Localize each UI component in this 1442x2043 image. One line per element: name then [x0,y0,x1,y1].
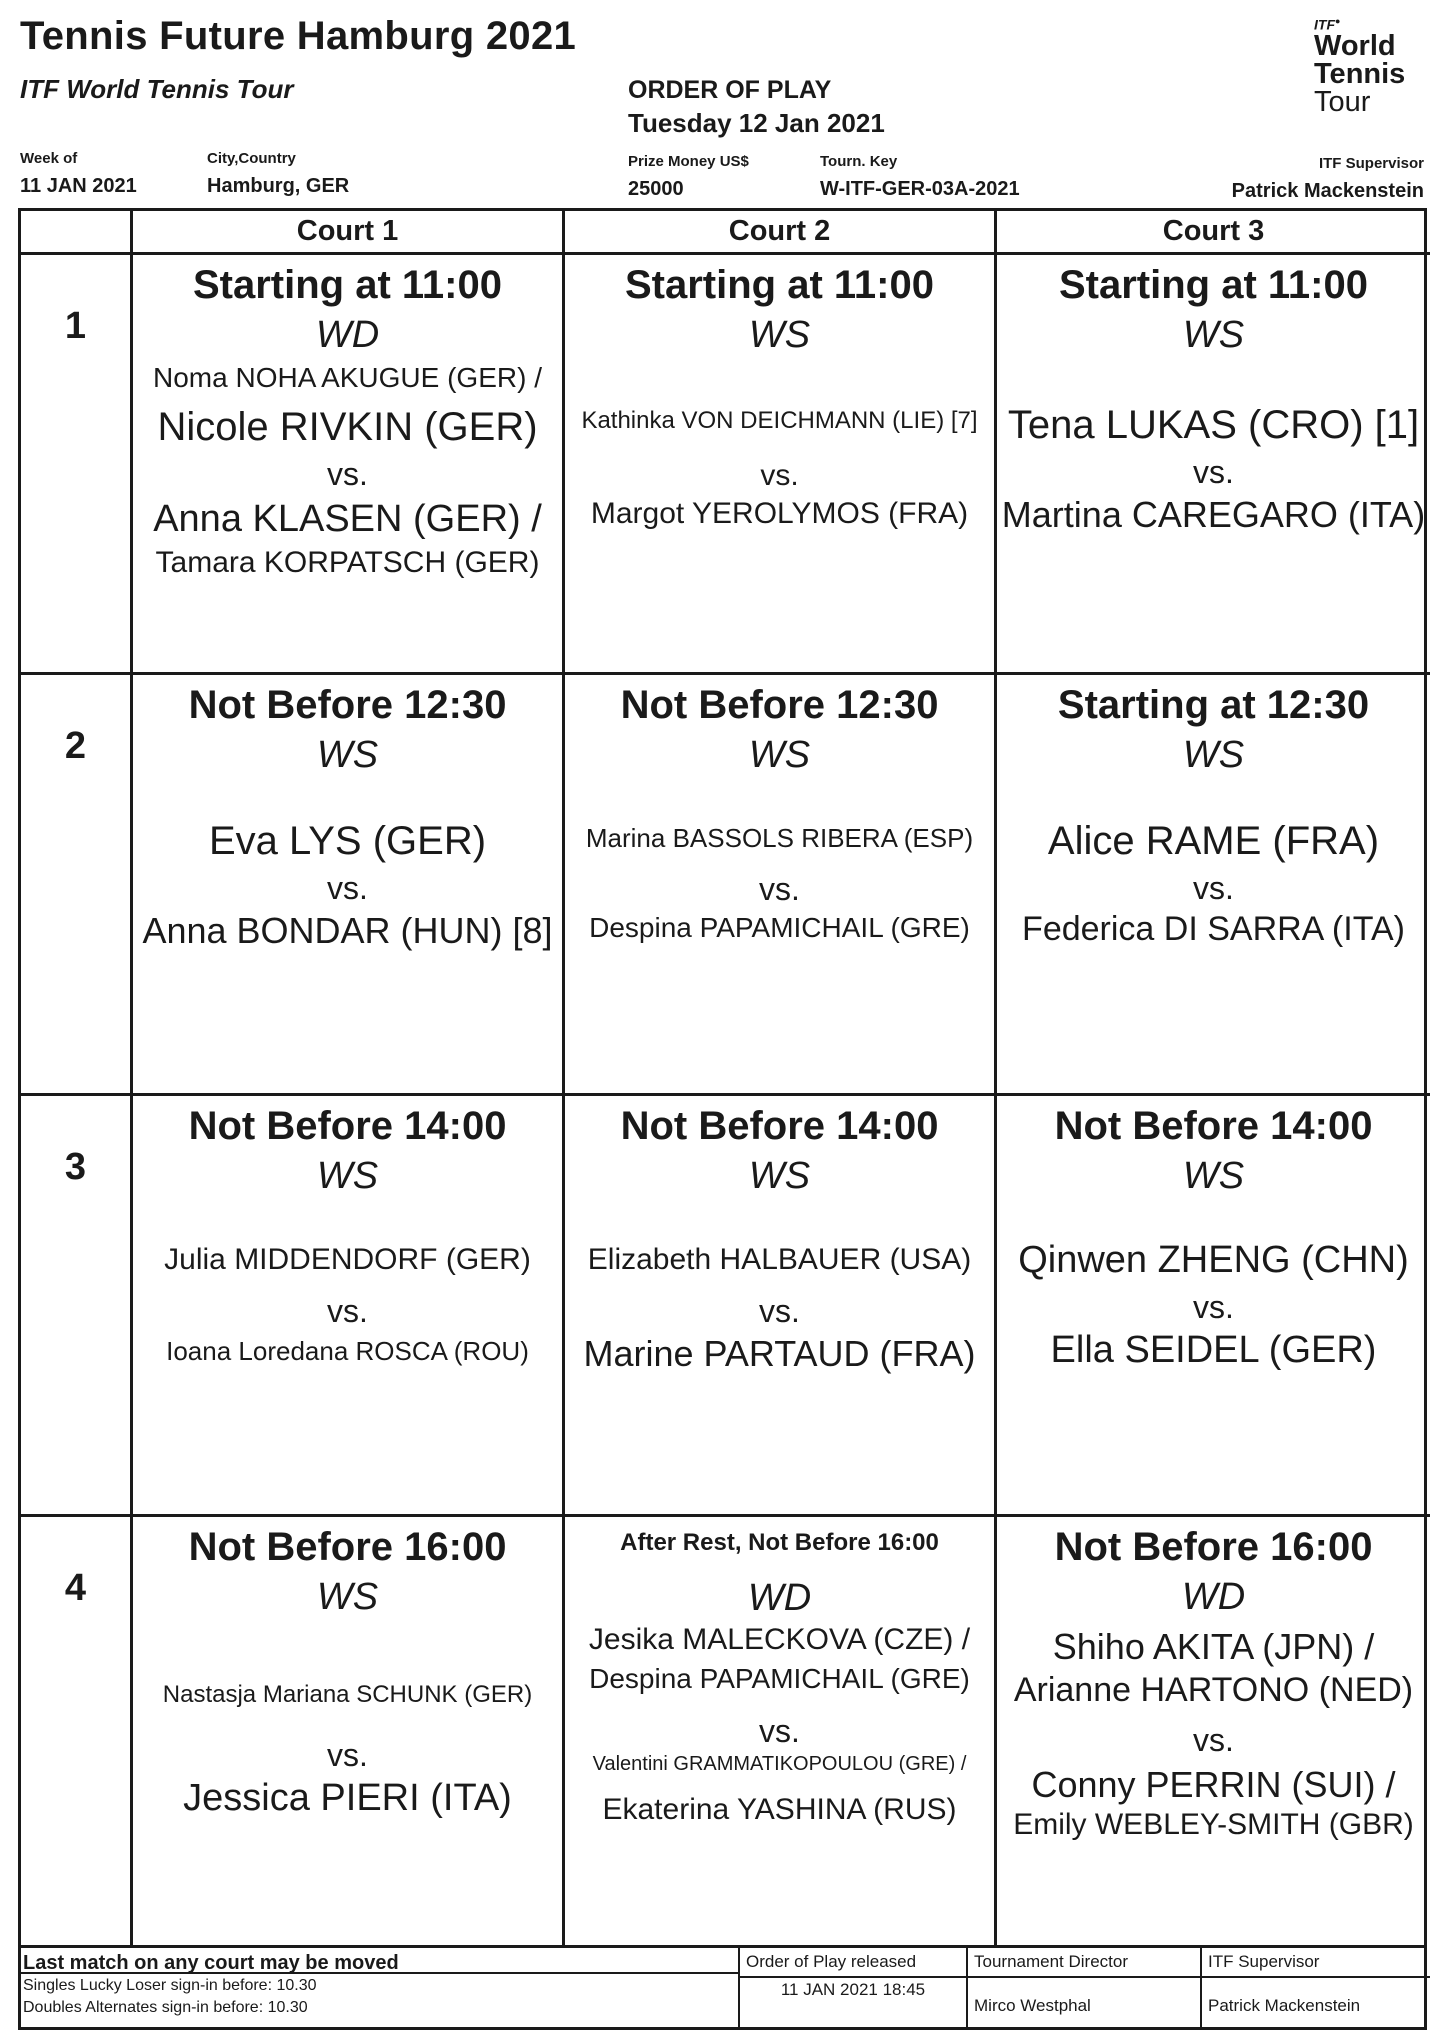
match-cell [997,1096,1430,1517]
match-event: WS [1182,314,1245,356]
player-line: Marina BASSOLS RIBERA (ESP) [585,823,974,853]
footer-note-singles: Singles Lucky Loser sign-in before: 10.30 [23,1977,317,1994]
match-event: WS [748,314,811,356]
order-of-play-label: ORDER OF PLAY [628,76,832,104]
player-line: Ekaterina YASHINA (RUS) [602,1792,957,1826]
player-line: Ioana Loredana ROSCA (ROU) [166,1336,529,1367]
match-cell [565,1096,997,1517]
match-cell [997,1517,1430,1945]
player-line: Despina PAPAMICHAIL (GRE) [589,1663,970,1694]
match-time: Starting at 11:00 [1058,263,1368,307]
player-line: Marine PARTAUD (FRA) [583,1333,976,1375]
round-number: 2 [21,675,133,1096]
week-label: Week of [20,150,78,167]
match-event: WD [1181,1576,1246,1618]
director-label: Tournament Director [968,1948,1200,1978]
court-1-header: Court 1 [133,211,565,255]
match-time: Not Before 12:30 [188,683,507,727]
player-line: Jessica PIERI (ITA) [183,1777,512,1820]
versus: vs. [1193,1288,1234,1325]
player-line: Jesika MALECKOVA (CZE) / [588,1623,971,1656]
court-3-header: Court 3 [997,211,1430,255]
match-event: WS [1182,734,1245,776]
match-cell [997,675,1430,1096]
footer-note-heading: Last match on any court may be moved [21,1948,738,1974]
match-time: Not Before 14:00 [188,1104,507,1148]
versus: vs. [759,1293,800,1329]
released-label: Order of Play released [740,1948,966,1978]
prize-value: 25000 [628,178,684,200]
supervisor-value: Patrick Mackenstein [1231,180,1424,202]
player-line: Emily WEBLEY-SMITH (GBR) [1013,1807,1414,1841]
city-value: Hamburg, GER [207,175,350,197]
versus: vs. [327,455,368,492]
tournament-key-value: W-ITF-GER-03A-2021 [820,178,1020,200]
versus: vs. [760,458,799,492]
match-cell [997,255,1430,675]
round-number: 1 [21,255,133,675]
footer-note-doubles: Doubles Alternates sign-in before: 10.30 [23,1999,308,2016]
player-line: Margot YEROLYMOS (FRA) [590,496,969,530]
match-event: WS [1182,1155,1245,1197]
player-line: Qinwen ZHENG (CHN) [1018,1239,1409,1281]
director-value: Mirco Westphal [974,1996,1091,2015]
supervisor-block [1232,155,1424,203]
player-line: Tamara KORPATSCH (GER) [155,545,540,579]
match-time: Not Before 16:00 [188,1525,507,1569]
corner-cell [21,211,133,255]
versus: vs. [327,1293,368,1329]
player-line: Nastasja Mariana SCHUNK (GER) [162,1681,533,1708]
logo-itf: ITF [1314,16,1335,33]
footer-supervisor [1202,1948,1430,2027]
match-time: Starting at 11:00 [192,263,502,307]
match-cell [565,255,997,675]
round-number: 3 [21,1096,133,1517]
player-line: Conny PERRIN (SUI) / [1031,1764,1396,1806]
match-cell [565,675,997,1096]
match-event: WS [748,734,811,776]
match-cell [133,675,565,1096]
player-line: Elizabeth HALBAUER (USA) [587,1243,972,1276]
player-line: Nicole RIVKIN (GER) [157,404,538,449]
player-line: Martina CAREGARO (ITA) [1001,494,1426,536]
player-line: Alice RAME (FRA) [1047,819,1380,863]
tournament-key-label: Tourn. Key [820,153,898,170]
tour-subtitle: ITF World Tennis Tour [20,74,294,104]
player-line: Federica DI SARRA (ITA) [1022,910,1405,949]
versus: vs. [327,1736,368,1773]
player-line: Noma NOHA AKUGUE (GER) / [153,362,542,393]
court-2-header: Court 2 [565,211,997,255]
city-block [207,150,349,198]
match-time: Not Before 14:00 [1054,1104,1373,1148]
player-line: Eva LYS (GER) [208,819,487,863]
prize-label: Prize Money US$ [628,153,749,170]
tournament-key-block [820,153,1020,201]
logo-line-tour: Tour [1314,85,1371,118]
logo-line-world: World [1314,29,1396,62]
match-cell [133,1517,565,1945]
match-time: After Rest, Not Before 16:00 [620,1529,939,1556]
player-line: Shiho AKITA (JPN) / [1052,1626,1375,1667]
versus: vs. [759,871,800,908]
player-line: Anna BONDAR (HUN) [8] [142,910,553,952]
versus: vs. [1193,870,1234,906]
match-time: Not Before 12:30 [620,683,939,727]
match-event: WS [316,1155,379,1197]
versus: vs. [1193,1721,1234,1758]
logo-line-tennis: Tennis [1314,57,1406,90]
match-time: Starting at 12:30 [1057,683,1370,727]
week-block [20,150,137,198]
prize-block [628,153,749,201]
round-number: 4 [21,1517,133,1945]
week-value: 11 JAN 2021 [20,175,137,197]
footer-supervisor-label: ITF Supervisor [1202,1948,1430,1978]
footer-director [968,1948,1202,2027]
match-time: Not Before 16:00 [1054,1525,1373,1569]
match-cell [133,255,565,675]
match-event: WS [316,734,379,776]
match-event: WS [316,1576,379,1618]
player-line: Tena LUKAS (CRO) [1] [1007,403,1420,447]
itf-world-tennis-tour-logo: ITF● World Tennis Tour [1314,14,1424,118]
player-line: Ella SEIDEL (GER) [1050,1328,1377,1371]
tournament-title: Tennis Future Hamburg 2021 [20,14,577,58]
player-line: Despina PAPAMICHAIL (GRE) [589,911,970,943]
versus: vs. [759,1712,800,1749]
player-line: Kathinka VON DEICHMANN (LIE) [7] [581,407,978,434]
order-of-play-table [18,208,1427,1948]
footer-supervisor-value: Patrick Mackenstein [1208,1996,1361,2015]
versus: vs. [327,870,368,906]
supervisor-label: ITF Supervisor [1318,155,1424,172]
match-cell [133,1096,565,1517]
player-line: Arianne HARTONO (NED) [1013,1671,1414,1710]
player-line: Anna KLASEN (GER) / [153,497,542,540]
match-event: WS [748,1155,811,1197]
footer-released [740,1948,968,2027]
footer-table [18,1948,1427,2030]
match-time: Not Before 14:00 [620,1104,939,1148]
order-of-play-date: Tuesday 12 Jan 2021 [628,108,885,138]
match-event: WD [315,314,380,356]
player-line: Julia MIDDENDORF (GER) [164,1243,531,1276]
released-value: 11 JAN 2021 18:45 [780,1980,926,1999]
versus: vs. [1193,454,1234,490]
player-line: Valentini GRAMMATIKOPOULOU (GRE) / [592,1752,967,1775]
match-event: WD [747,1577,812,1619]
footer-notes [21,1948,740,2027]
match-cell [565,1517,997,1945]
city-label: City,Country [207,150,296,167]
match-time: Starting at 11:00 [624,263,934,307]
